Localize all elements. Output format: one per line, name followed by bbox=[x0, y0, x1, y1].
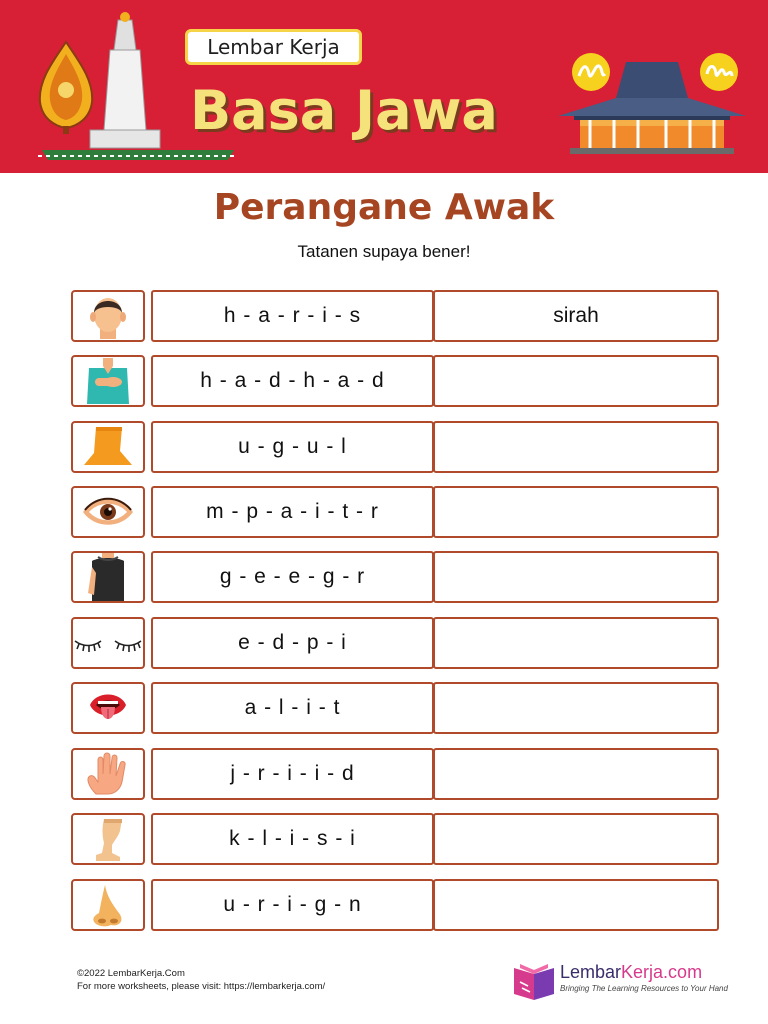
joglo-house-icon bbox=[556, 58, 748, 158]
visit-text: For more worksheets, please visit: https://lembarkerja.com/ bbox=[77, 981, 326, 992]
answer-field[interactable]: sirah bbox=[433, 290, 719, 342]
word-row bbox=[71, 748, 719, 800]
answer-field[interactable] bbox=[433, 617, 719, 669]
picture-box bbox=[71, 290, 145, 342]
neck-icon bbox=[82, 425, 134, 469]
picture-box bbox=[71, 748, 145, 800]
scrambled-word: h - a - r - i - s bbox=[151, 290, 434, 342]
tongue-icon bbox=[88, 689, 128, 727]
book-logo-icon bbox=[512, 962, 556, 1000]
answer-field[interactable] bbox=[433, 355, 719, 407]
scrambled-word: a - l - i - t bbox=[151, 682, 434, 734]
word-row bbox=[71, 421, 719, 473]
eye-icon bbox=[81, 497, 135, 527]
picture-box bbox=[71, 813, 145, 865]
answer-field[interactable] bbox=[433, 748, 719, 800]
picture-box bbox=[71, 617, 145, 669]
word-row bbox=[71, 290, 719, 342]
answer-field[interactable] bbox=[433, 486, 719, 538]
header-badge: Lembar Kerja bbox=[185, 29, 362, 65]
scrambled-word: u - r - i - g - n bbox=[151, 879, 434, 931]
eyelashes-icon bbox=[73, 633, 143, 653]
word-row bbox=[71, 879, 719, 931]
back-icon bbox=[88, 553, 128, 601]
picture-box bbox=[71, 486, 145, 538]
answer-field[interactable] bbox=[433, 421, 719, 473]
answer-field[interactable] bbox=[433, 813, 719, 865]
copyright-text: ©2022 LembarKerja.Com bbox=[77, 968, 185, 979]
header-banner bbox=[0, 0, 768, 173]
answer-field[interactable] bbox=[433, 551, 719, 603]
instruction-text: Tatanen supaya bener! bbox=[297, 242, 471, 261]
word-row bbox=[71, 486, 719, 538]
scrambled-word: g - e - e - g - r bbox=[151, 551, 434, 603]
picture-box bbox=[71, 879, 145, 931]
word-row bbox=[71, 813, 719, 865]
word-row bbox=[71, 551, 719, 603]
word-row bbox=[71, 355, 719, 407]
scrambled-word: m - p - a - i - t - r bbox=[151, 486, 434, 538]
picture-box bbox=[71, 551, 145, 603]
answer-field[interactable] bbox=[433, 682, 719, 734]
answer-field[interactable] bbox=[433, 879, 719, 931]
nose-icon bbox=[91, 883, 125, 927]
scrambled-word: k - l - i - s - i bbox=[151, 813, 434, 865]
scrambled-word: j - r - i - i - d bbox=[151, 748, 434, 800]
brand-name-main: Lembar bbox=[560, 962, 622, 982]
footer-info bbox=[77, 967, 325, 993]
word-row bbox=[71, 617, 719, 669]
brand-name-accent: Kerja.com bbox=[621, 962, 703, 982]
leg-icon bbox=[90, 817, 126, 861]
hand-icon bbox=[84, 752, 132, 796]
scrambled-word: u - g - u - l bbox=[151, 421, 434, 473]
face-icon bbox=[86, 293, 130, 339]
scrambled-word: e - d - p - i bbox=[151, 617, 434, 669]
picture-box bbox=[71, 355, 145, 407]
header-title: Basa Jawa bbox=[190, 79, 498, 142]
chest-icon bbox=[85, 358, 131, 404]
word-row bbox=[71, 682, 719, 734]
brand-name bbox=[560, 962, 702, 983]
picture-box bbox=[71, 682, 145, 734]
scrambled-word: h - a - d - h - a - d bbox=[151, 355, 434, 407]
page-title: Perangane Awak bbox=[213, 187, 555, 228]
picture-box bbox=[71, 421, 145, 473]
brand-logo[interactable] bbox=[512, 960, 728, 1000]
brand-tagline: Bringing The Learning Resources to Your Hand bbox=[560, 984, 728, 993]
